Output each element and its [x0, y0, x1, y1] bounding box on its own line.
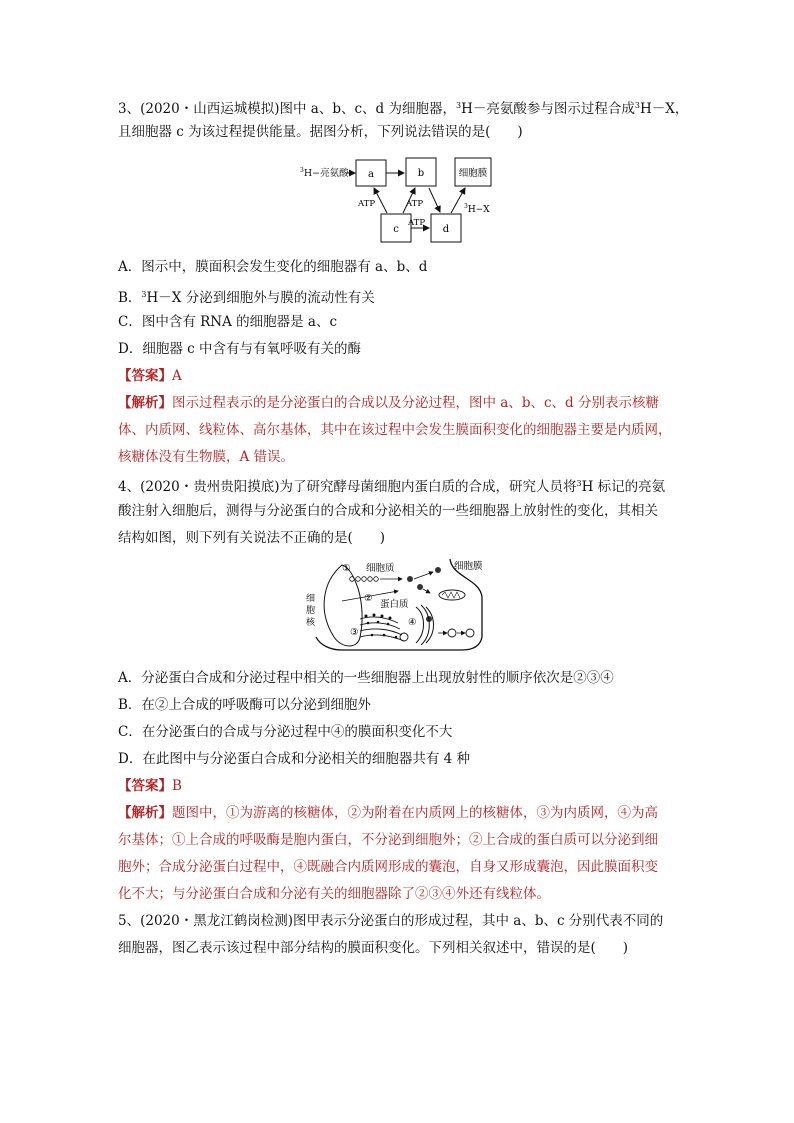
arrow-b-to-d: [429, 188, 440, 212]
label-2: ②: [364, 593, 373, 604]
q3-input-label: $^3$H−亮氨酸: [300, 167, 349, 179]
organelle-b-label: b: [417, 168, 425, 179]
q3-answer: 【答案】A: [118, 368, 182, 384]
rough-er: [360, 617, 404, 641]
q5-stem-line-1: 5、(2020・黑龙江鹤岗检测)图甲表示分泌蛋白的形成过程，其中 a、b、c 分别代表不同的: [118, 913, 664, 929]
q3-option-b: B．$^3$H－X 分泌到细胞外与膜的流动性有关: [118, 290, 375, 306]
q3-output-label: $^3$H−X: [464, 203, 490, 215]
organelle-a-label: a: [368, 169, 374, 180]
mitochondrion: [439, 590, 465, 600]
q4-stem-line-3: 结构如图，则下列有关说法不正确的是( ): [118, 530, 386, 546]
label-nucleus-3: 核: [306, 618, 316, 628]
cell-membrane-label: 细胞膜: [458, 168, 488, 179]
q4-stem-line-1: 4、(2020・贵州贵阳摸底)为了研究酵母菌细胞内蛋白质的合成，研究人员将$^3$H 标记的亮氨: [118, 479, 666, 495]
q3-analysis-line-2: 体、内质网、线粒体、高尔基体，其中在该过程中会发生膜面积变化的细胞器主要是内质网，: [118, 422, 672, 438]
arrow-d-to-membrane: [451, 188, 465, 213]
label-nucleus-1: 细: [306, 594, 316, 604]
label-nucleus-2: 胞: [306, 606, 316, 616]
q4-answer: 【答案】B: [118, 778, 182, 794]
arrow-protein: [423, 589, 430, 593]
label-3: ③: [350, 627, 359, 638]
label-protein: 蛋白质: [380, 599, 409, 610]
free-ribosomes: [350, 577, 379, 582]
arrow-to-membrane: [414, 572, 433, 579]
q4-analysis-line-1: 【解析】题图中，①为游离的核糖体，②为附着在内质网上的核糖体，③为内质网，④为高: [118, 805, 658, 821]
q4-stem-line-2: 酸注射入细胞后，测得与分泌蛋白的合成和分泌相关的一些细胞器上放射性的变化，其相关: [118, 503, 658, 519]
q3-stem-line-1: 3、(2020・山西运城模拟)图中 a、b、c、d 为细胞器，$^3$H－亮氨酸参与图示过程合成$^3$H－X，: [118, 101, 689, 117]
golgi-apparatus: [416, 605, 434, 645]
q3-analysis-line-3: 核糖体没有生物膜，A 错误。: [118, 449, 295, 465]
mitochondrion-cristae: [442, 592, 460, 598]
q4-cell-diagram: [302, 557, 492, 652]
q4-analysis-line-3: 胞外；合成分泌蛋白过程中，④既融合内质网形成的囊泡，自身又形成囊泡，因此膜面积变: [118, 859, 658, 875]
vesicle-2: [448, 629, 456, 637]
vesicle-3: [466, 629, 474, 637]
q3-option-a: A．图示中，膜面积会发生变化的细胞器有 a、b、d: [118, 259, 428, 275]
label-cytoplasm: 细胞质: [366, 563, 395, 574]
label-cell-membrane: 细胞膜: [454, 561, 483, 572]
arrow-c-to-a: [374, 188, 387, 213]
vesicle-1: [400, 633, 408, 641]
q3-stem-line-2: 且细胞器 c 为该过程提供能量。据图分析，下列说法错误的是( ): [118, 124, 523, 140]
q4-option-b: B．在②上合成的呼吸酶可以分泌到细胞外: [118, 697, 371, 713]
q3-option-c: C．图中含有 RNA 的细胞器是 a、c: [118, 314, 338, 330]
q5-stem-line-2: 细胞器，图乙表示该过程中部分结构的膜面积变化。下列相关叙述中，错误的是( ): [118, 940, 629, 956]
atp-label-2: ATP: [406, 199, 424, 209]
q4-option-a: A．分泌蛋白合成和分泌过程中相关的一些细胞器上出现放射性的顺序依次是②③④: [118, 670, 614, 686]
atp-label-3: ATP: [408, 218, 426, 228]
organelle-c-label: c: [393, 224, 399, 235]
label-4: ④: [408, 617, 417, 628]
q4-analysis-line-2: 尔基体；①上合成的呼吸酶是胞内蛋白，不分泌到细胞外；②上合成的蛋白质可以分泌到细: [118, 832, 658, 848]
q4-option-c: C．在分泌蛋白的合成与分泌过程中④的膜面积变化不大: [118, 724, 453, 740]
q3-analysis-line-1: 【解析】图示过程表示的是分泌蛋白的合成以及分泌过程，图中 a、b、c、d 分别表示核糖: [118, 395, 659, 411]
q3-option-d: D．细胞器 c 中含有与有氧呼吸有关的酶: [118, 341, 361, 357]
q4-option-d: D．在此图中与分泌蛋白合成和分泌相关的细胞器共有 4 种: [118, 751, 470, 767]
atp-label-1: ATP: [358, 199, 376, 209]
label-1: ①: [342, 563, 351, 574]
q4-analysis-line-4: 化不大；与分泌蛋白合成和分泌有关的细胞器除了②③④外还有线粒体。: [118, 886, 550, 902]
q3-organelle-diagram: [298, 154, 498, 246]
organelle-d-label: d: [442, 224, 450, 235]
